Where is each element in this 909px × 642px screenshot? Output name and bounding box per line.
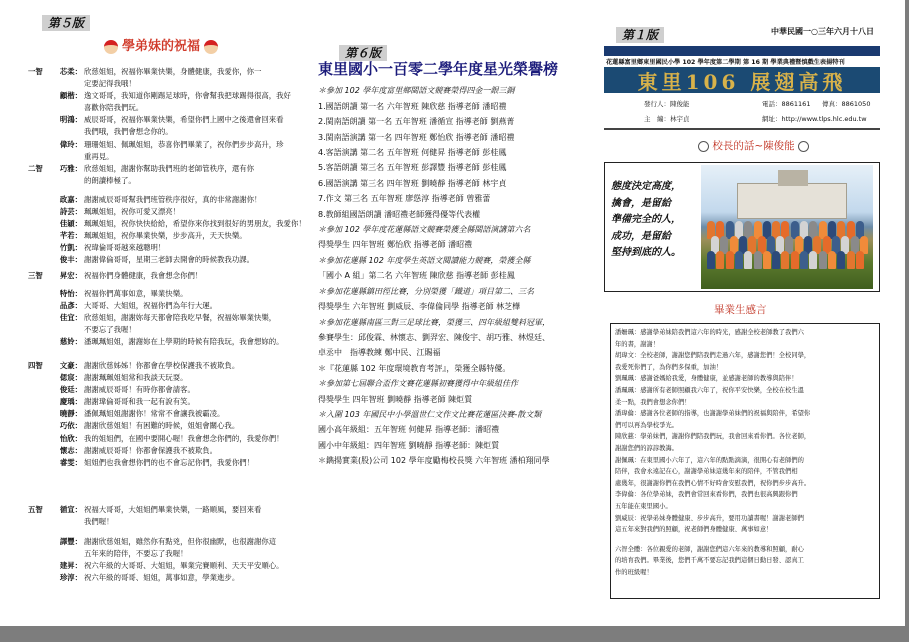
blessing-line [28, 66, 306, 78]
face-icon [798, 141, 809, 152]
student-name: 詩芸： [59, 207, 82, 217]
class-name: 三智 [28, 271, 43, 280]
blessing-line [28, 336, 306, 348]
blessing-group [28, 504, 306, 528]
graduation-line: 李偉倫：各位學弟妹，我們會常回來看你們，我們也很高興跟你們 [615, 491, 798, 499]
blessing-line [28, 372, 306, 384]
award-item: 4.客語演講 第二名 五年智班 何健昇 指導老師 彭桂鳳 [318, 148, 507, 158]
student-name: 巧依： [59, 421, 82, 431]
quote-line: 態度決定高度， [611, 181, 681, 192]
award-item: ＊『花蓮縣 102 年度環境教育考評』，榮獲全縣特優。 [318, 363, 511, 373]
blessing-group [28, 288, 306, 348]
blessing-text: 珮珮姐姐，祝你畢業快樂，步步高升，天天快樂。 [84, 231, 247, 241]
school-building [737, 183, 847, 219]
blessing-continuation: 喜歡你陪我們玩。 [84, 103, 144, 113]
person-figure [856, 251, 864, 269]
person-figure [763, 251, 771, 269]
student-name: 芯柔： [59, 67, 82, 76]
class-name: 一智 [28, 67, 43, 76]
blessing-text: 大哥哥、大姐姐，祝福你們為年行大運。 [84, 301, 218, 311]
student-name: 懷志： [59, 445, 82, 455]
blessing-line [28, 163, 306, 175]
student-name: 睿雯： [59, 457, 82, 467]
award-heading: ＊參加花蓮縣 102 年度學生英語文閱讀能力競賽，榮獲全縣 [318, 255, 531, 265]
graduation-line: 潘珮珮：感謝所有老師照顧我六年了，祝你平安快樂，全校在校生溫 [615, 386, 804, 394]
blessing-text: 姐姐們也我會想你們的也不會忘記你們，我愛你們！ [84, 457, 254, 467]
santa-icon [104, 40, 118, 54]
blessing-line [28, 218, 306, 230]
telephone: 電話：8861161 [762, 100, 811, 108]
award-item: 7.作文 第三名 五年智班 廖慫淳 指導老師 曾雅蕾 [318, 194, 491, 204]
page1-column [604, 22, 880, 612]
student-name: 曉靜： [59, 409, 82, 419]
blessing-text: 欣慈姐姐，謝謝你幫助我們班的老師管秩序，還有你 [84, 164, 254, 173]
student-name: 佳宜： [59, 313, 82, 323]
page5-column [28, 10, 306, 610]
blessing-continuation: 重再見。 [84, 151, 114, 161]
blessing-line [28, 312, 306, 324]
blessing-group [28, 163, 306, 187]
blessing-continuation: 定要記得我哦！ [84, 79, 136, 89]
quote-line: 擒會，是留給 [611, 197, 671, 209]
blessing-text: 逸文哥哥，我知道你剛踢足球時，你會幫我把球踢得很高，我好 [84, 91, 291, 101]
blessing-line [28, 270, 306, 282]
blessing-text: 謝謝欣慈姐姐，雖然你有點兇，但你很幽默，也很謝謝你這 [84, 537, 277, 546]
person-figure [744, 251, 752, 269]
award-item: 卓丞中 指導教練 鄭中民、江賜福 [318, 348, 441, 358]
graduation-line: 潘姍珮：感謝學弟妹陪我們這六年的時光，感謝全校老師教了我們六 [615, 329, 804, 336]
student-name: 偲宸： [59, 373, 82, 383]
school-line: 花蓮縣富里鄉東里國民小學 102 學年度第二學期 第 16 期 學業典禮暨慎戲生表揚特刊 [606, 59, 845, 66]
blessing-group [28, 360, 306, 469]
graduation-line: 作的班級喔！ [615, 568, 653, 576]
graduation-line: 們可以再為學校爭光。 [615, 421, 678, 429]
student-name: 文豪： [59, 361, 82, 370]
quote-line: 成功，是留給 [611, 230, 671, 242]
blessing-text: 珊珊姐姐、佩珮姐姐，恭喜你們畢業了，祝你們步步高升，珍 [84, 139, 284, 149]
crowd [707, 221, 867, 281]
graduation-line: 年的書，謝謝！ [615, 340, 660, 348]
award-item: 「國小 A 組」第二名 六年智班 陳欣慈 指導老師 彭桂鳳 [318, 271, 515, 281]
graduation-line: 謝謝您們的諄諄教誨。 [615, 444, 678, 452]
person-figure [781, 251, 789, 269]
blessing-line [28, 90, 306, 102]
blessing-text: 祝六年級的哥哥、姐姐，萬事如意，學業進步。 [84, 573, 240, 583]
blessing-continuation: 的朗讀棒極了。 [84, 176, 136, 186]
quote-line: 準備完全的人， [611, 214, 681, 226]
class-name: 二智 [28, 164, 43, 173]
blessing-line [28, 504, 306, 516]
graduation-line: 六智全體：各位親愛的老師，謝謝您們這六年來的教導和照顧，耐心 [615, 545, 804, 553]
blessing-line [28, 114, 306, 126]
blessing-line [28, 536, 306, 548]
person-figure [791, 251, 799, 269]
divider [604, 128, 880, 130]
blessing-line [28, 433, 306, 445]
blessing-continuation: 我們哦，我們會想念你的。 [84, 127, 173, 137]
blessing-continuation: 五年來的陪伴，不要忘了我喔！ [84, 549, 188, 559]
blessing-line [28, 384, 306, 396]
blessing-line [28, 194, 306, 206]
blessing-text: 欣慈姐姐，謝謝妳每天都會陪我吃早餐，祝福妳畢業快樂， [84, 313, 277, 323]
blessing-group [28, 270, 306, 282]
blessing-text: 祝福你們萬事如意，畢業快樂。 [84, 289, 188, 298]
graduation-line: 處幾年，很謝謝你們在我們心情不好時會安慰我們，祝你們步步高升。 [615, 479, 811, 487]
person-figure [754, 251, 762, 269]
website[interactable]: 網址：http://www.tlps.hlc.edu.tw [762, 115, 867, 123]
award-item: 8.教師組國語朗讀 潘昭禮老師獲得優等代表權 [318, 209, 481, 219]
person-figure [716, 251, 724, 269]
student-name: 偉玲： [59, 139, 82, 149]
award-item: 得獎學生 六年智班 劉威辰、李偉倫同學 指導老師 林芝樺 [318, 302, 521, 312]
face-icon [698, 141, 709, 152]
blessing-text: 潘珮珮姐姐，謝謝妳在上學期的時候有陪我玩，我會想妳的。 [84, 337, 284, 347]
student-name: 慈姈： [59, 337, 82, 347]
person-figure [828, 251, 836, 269]
blessing-text: 祝福大哥哥，大姐姐們畢業快樂，一路順風，要回來看 [84, 505, 262, 514]
santa-icon [204, 40, 218, 54]
blessing-line [28, 360, 306, 372]
person-figure [772, 251, 780, 269]
blessing-line [28, 408, 306, 420]
page5-title [104, 40, 218, 54]
class-name: 五智 [28, 505, 43, 514]
page6-label: 第６版 [339, 44, 387, 61]
blessing-line [28, 420, 306, 432]
student-name: 特怡： [59, 289, 82, 298]
graduation-line: 謝佩珮：在東里國小六年了，這六年的點點滴滴，很開心有老師們的 [615, 456, 804, 464]
blessing-line [28, 445, 306, 457]
blessing-text: 謝謝珮珮姐姐常和我談天玩耍。 [84, 373, 188, 383]
award-heading: ＊入圍 103 年國民中小學溫世仁文作文比賽花蓮區決賽-散文類 [318, 409, 542, 419]
graduation-line: 劉珮珮：感謝爸媽給我愛，身體健康，並感謝老師的教導與陪伴！ [615, 375, 798, 383]
fax: 傳真：8861050 [822, 100, 871, 108]
award-list [318, 83, 603, 468]
issue-date: 中華民國一○三年六月十八日 [771, 27, 874, 36]
person-figure [809, 251, 817, 269]
student-name: 顧楷： [59, 91, 82, 101]
student-name: 慶瑀： [59, 397, 82, 407]
award-item: 國小高年級組：五年智班 何健昇 指導老師：潘昭禮 [318, 425, 500, 435]
blessing-text: 潘佩珮姐姐謝謝你！常常不會讓我被霸凌。 [84, 409, 225, 419]
person-figure [735, 251, 743, 269]
student-name: 明鴻： [59, 115, 82, 125]
student-name: 巧雅： [59, 164, 82, 173]
person-figure [726, 251, 734, 269]
award-item: 6.國語演講 第三名 四年智班 劉曉靜 指導老師 林宇貞 [318, 178, 507, 188]
award-item: 得獎學生 四年智班 劉曉靜 指導老師 陳炬質 [318, 394, 473, 404]
principal-title: 校長的話~陳俊能 [698, 138, 809, 153]
blessing-text: 祝福你們身體健康，我會想念你們！ [84, 271, 203, 280]
person-figure [707, 251, 715, 269]
student-name: 循宣： [59, 505, 82, 514]
blessing-text: 珮珮姐姐，祝你快快給給，希望你來你找到很好的男朋友，我愛你！ [84, 219, 306, 229]
page5-title-text: 學弟妹的祝福 [122, 38, 201, 54]
blessing-line [28, 560, 306, 572]
person-figure [847, 251, 855, 269]
graduation-line: 我愛死你們了，為你們多保重，加油！ [615, 363, 723, 371]
blessing-text: 謝謝偉倫哥哥，星期三老師去開會的時候教我功課。 [84, 255, 254, 265]
student-name: 芊若： [59, 231, 82, 241]
blessing-group [28, 66, 306, 163]
blessing-text: 謝謝威辰哥哥幫我們班管秩序很好，真的非常謝謝你！ [84, 195, 262, 204]
blessing-line [28, 300, 306, 312]
graduation-line: 柔一點，我們會想念你們！ [615, 398, 691, 406]
graduation-line: 陳欣慈：學弟妹們，謝謝你們陪我們玩，我會回來看你們。各位老師， [615, 433, 811, 441]
person-figure [819, 251, 827, 269]
graduation-title: 畢業生感言 [714, 304, 767, 316]
student-name: 品彥： [59, 301, 82, 311]
award-item: 2.閩南語朗讀 第一名 五年智班 潘循宣 指導老師 劉燕菁 [318, 117, 515, 127]
blessing-continuation: 不要忘了我喔！ [84, 325, 136, 335]
page5-label: 第５版 [42, 14, 90, 31]
blessing-line [28, 206, 306, 218]
editor: 主 編：林宇貞 [644, 115, 690, 123]
award-item: 參賽學生：邱俊霖、林懷志、劉羿宏、陳俊宇、胡巧雅、林煜廷、 [318, 332, 550, 342]
blessing-line [28, 254, 306, 266]
blessing-group [28, 194, 306, 267]
blessing-text: 謝謝瑋倫哥哥和我一起有說有笑。 [84, 397, 195, 407]
student-name: 佳穎： [59, 219, 82, 229]
blessing-line [28, 230, 306, 242]
student-name: 俊廷： [59, 385, 82, 395]
student-name: 珍淳： [59, 573, 82, 583]
graduation-line [615, 536, 875, 544]
quote-line: 堅持到底的人。 [611, 247, 681, 259]
principal-quote [611, 179, 681, 262]
blessing-text: 謝謝威辰哥哥！你都會保護我不被欺負。 [84, 445, 218, 455]
graduation-messages [610, 323, 880, 599]
blessing-group [28, 536, 306, 584]
award-item: 1.國語朗讀 第一名 六年智班 陳欣慈 指導老師 潘昭禮 [318, 101, 507, 111]
award-heading: ＊參加 102 學年度花蓮縣語文競賽榮獲全縣閩語演講第六名 [318, 225, 531, 235]
page1-label: 第１版 [616, 26, 664, 43]
blessing-text: 威辰哥哥，祝福你畢業快樂，希望你們上國中之後還會回來看 [84, 115, 284, 125]
blessing-line [28, 242, 306, 254]
page6-column [318, 40, 603, 469]
blessing-text: 欣慈姐姐，祝福你畢業快樂，身體健康，我愛你，你一 [84, 67, 262, 76]
blessing-line [28, 396, 306, 408]
student-name: 政嘉： [59, 195, 82, 204]
graduation-line: 五年能在東里國小。 [615, 502, 672, 510]
masthead-banner: 東里106 展翅高飛 [604, 67, 880, 93]
award-item: 得獎學生 四年智班 鄭怡欣 指導老師 潘昭禮 [318, 240, 473, 250]
student-name: 竹凱： [59, 243, 82, 253]
blessing-text: 我的姐姐們，在國中要開心喔！我會想念你們的，我愛你們！ [84, 433, 284, 443]
blessing-text: 祝瑋倫哥哥越來越聰明！ [84, 243, 166, 253]
blessing-line [28, 457, 306, 469]
award-heading: ＊參加花蓮縣南區三對三足球比賽，榮獲三、四年級組雙料冠軍， [318, 317, 550, 327]
person-figure [837, 251, 845, 269]
principal-box [604, 162, 880, 292]
graduation-line: 這五年來對我們的照顧，祝老師們身體健康、萬事如意！ [615, 526, 773, 534]
header-bar [604, 46, 880, 56]
blessing-line [28, 288, 306, 300]
award-heading: ＊參加花蓮縣鎮田徑比賽，分別榮獲「鐵道」項目第二、三名 [318, 286, 534, 296]
blessing-continuation: 我們喔！ [84, 517, 114, 527]
graduation-line: 劉威辰：祝學弟妹身體健康、步步高升，要用功讀書喔！謝謝老師們 [615, 514, 804, 522]
student-name: 怡欣： [59, 433, 82, 443]
blessing-text: 謝謝欣慈姊姊！你都會在學校保護我不被欺負。 [84, 361, 240, 370]
person-figure [800, 251, 808, 269]
blessing-text: 謝謝威辰哥哥！有時你都會請客。 [84, 385, 195, 395]
blessing-text: 祝六年級的大哥哥、大姐姐，畢業完賽順利、天天平安順心。 [84, 561, 284, 571]
page6-title: 東里國小一百零二學年度星光榮譽榜 [318, 60, 559, 78]
graduation-line: 陪伴，我會永遠記在心，謝謝學弟妹這幾年來的陪伴，不管我們相 [615, 468, 798, 476]
student-name: 昇宏： [59, 271, 82, 280]
award-item: 國小中年級組：四年智班 劉曉靜 指導老師：陳炬質 [318, 440, 500, 450]
class-name: 四智 [28, 361, 43, 370]
student-name: 建昇： [59, 561, 82, 571]
award-heading: ＊參加 102 學年度富里鄉閩語文競賽榮得四金一銀三銅 [318, 86, 515, 96]
award-item: 3.閩南語演講 第一名 四年智班 鄭怡欣 指導老師 潘昭禮 [318, 132, 515, 142]
student-name: 俊丰： [59, 255, 82, 265]
blessing-text: 珮珮姐姐，祝你可愛又漂亮！ [84, 207, 181, 217]
award-item: ＊鐫揚實業(股)公司 102 學年度勵梅校長獎 六年智班 潘柏翔同學 [318, 456, 550, 466]
blessing-line [28, 139, 306, 151]
publisher: 發行人：陳俊能 [644, 100, 690, 108]
graduation-line: 胡瑋文：全校老師，謝謝您們陪我們走過六年，感謝您們！全校同學， [615, 352, 811, 360]
graduation-line: 的培育我們。畢業後，您們千萬不要忘記我們這個日動日發、認真工 [615, 557, 804, 565]
student-name: 譯豐： [59, 537, 82, 546]
award-heading: ＊參加第七屆聯合盃作文賽花蓮縣初賽獲得中年級組佳作 [318, 379, 518, 389]
blessing-text: 謝謝欣慈姐姐！有困難的時候，姐姐會關心我。 [84, 421, 240, 431]
group-photo [701, 165, 873, 289]
blessing-line [28, 572, 306, 584]
graduation-line: 潘瑋倫：感謝各位老師的指導，也謝謝學弟妹們的祝福與陪伴，希望你 [615, 410, 811, 418]
award-item: 5.客語朗讀 第三名 五年智班 彭譯豐 指導老師 彭桂鳳 [318, 163, 507, 173]
